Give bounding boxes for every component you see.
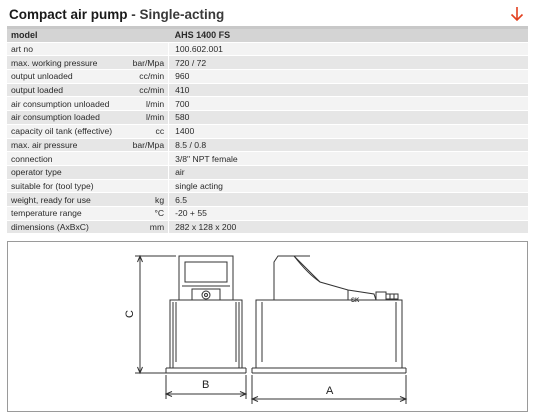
spec-unit: mm <box>112 220 169 234</box>
spec-label: capacity oil tank (effective) <box>7 124 112 138</box>
pump-drawing-svg <box>8 242 529 413</box>
dimension-drawing <box>7 241 528 412</box>
title-bar <box>7 5 528 29</box>
spec-unit <box>112 165 169 179</box>
spec-label: air consumption unloaded <box>7 97 112 111</box>
spec-row <box>7 124 528 138</box>
spec-value: 282 x 128 x 200 <box>169 220 528 234</box>
spec-label: dimensions (AxBxC) <box>7 220 112 234</box>
spec-row <box>7 193 528 207</box>
spec-label: output unloaded <box>7 70 112 84</box>
spec-unit <box>112 42 169 56</box>
spec-unit: cc/min <box>112 70 169 84</box>
spec-value: 6.5 <box>169 193 528 207</box>
spec-label: connection <box>7 152 112 166</box>
spec-value: 100.602.001 <box>169 42 528 56</box>
spec-unit: cc/min <box>112 83 169 97</box>
spec-row <box>7 138 528 152</box>
spec-value: -20 + 55 <box>169 206 528 220</box>
spec-label: operator type <box>7 165 112 179</box>
arrow-down-icon[interactable] <box>509 5 525 23</box>
spec-unit: l/min <box>112 97 169 111</box>
spec-unit: l/min <box>112 111 169 125</box>
spec-label: weight, ready for use <box>7 193 112 207</box>
spec-value: 580 <box>169 111 528 125</box>
spec-value: 8.5 / 0.8 <box>169 138 528 152</box>
dim-label-b: B <box>202 379 210 391</box>
spec-header-row <box>7 29 528 42</box>
spec-unit: °C <box>112 206 169 220</box>
spec-row <box>7 165 528 179</box>
spec-unit <box>112 179 169 193</box>
spec-row <box>7 56 528 70</box>
brand-badge: SK <box>351 298 360 304</box>
dim-label-c: C <box>124 310 136 318</box>
spec-sheet <box>7 5 528 234</box>
spec-label: suitable for (tool type) <box>7 179 112 193</box>
spec-table <box>7 29 528 234</box>
product-subtitle: - Single-acting <box>127 7 225 22</box>
spec-value: 1400 <box>169 124 528 138</box>
product-name: Compact air pump <box>9 7 128 22</box>
spec-value: single acting <box>169 179 528 193</box>
spec-label: air consumption loaded <box>7 111 112 125</box>
spec-row <box>7 83 528 97</box>
front-view <box>166 256 246 373</box>
spec-value: 3/8" NPT female <box>169 152 528 166</box>
spec-label: max. air pressure <box>7 138 112 152</box>
spec-row <box>7 42 528 56</box>
spec-row <box>7 152 528 166</box>
side-view <box>252 256 406 373</box>
spec-unit: bar/Mpa <box>112 56 169 70</box>
spec-row <box>7 206 528 220</box>
spec-value: 700 <box>169 97 528 111</box>
spec-unit: bar/Mpa <box>112 138 169 152</box>
spec-value: air <box>169 165 528 179</box>
spec-value: 960 <box>169 70 528 84</box>
spec-row <box>7 111 528 125</box>
spec-header-label: model <box>7 29 169 42</box>
spec-header-value: AHS 1400 FS <box>169 29 528 42</box>
product-title <box>9 7 224 22</box>
spec-row <box>7 220 528 234</box>
spec-unit: kg <box>112 193 169 207</box>
spec-row <box>7 179 528 193</box>
spec-label: art no <box>7 42 112 56</box>
spec-label: temperature range <box>7 206 112 220</box>
spec-label: max. working pressure <box>7 56 112 70</box>
spec-row <box>7 97 528 111</box>
dim-label-a: A <box>326 385 334 397</box>
spec-value: 410 <box>169 83 528 97</box>
spec-unit <box>112 152 169 166</box>
spec-label: output loaded <box>7 83 112 97</box>
spec-value: 720 / 72 <box>169 56 528 70</box>
spec-unit: cc <box>112 124 169 138</box>
spec-row <box>7 70 528 84</box>
